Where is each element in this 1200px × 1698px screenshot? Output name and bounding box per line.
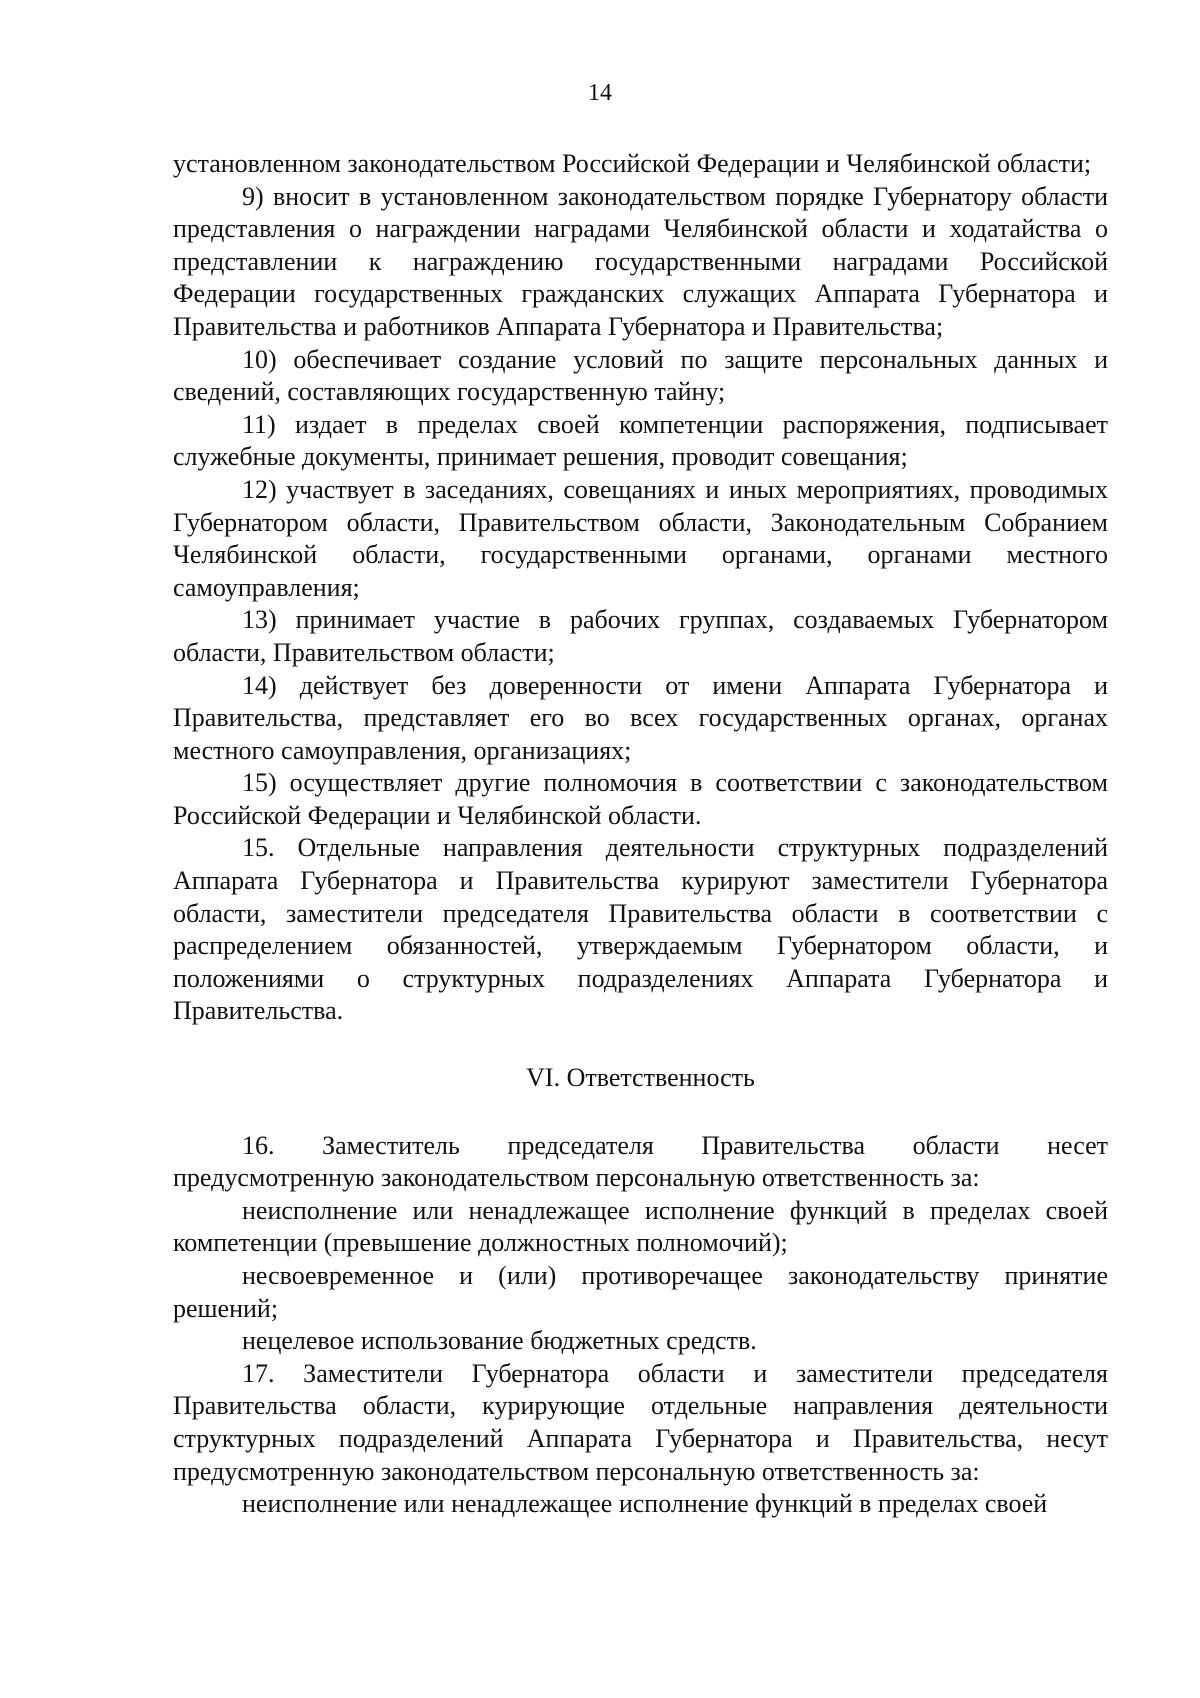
paragraph-item-14: 14) действует без доверенности от имени Аппарата Губернатора и Правительства, представляет его во всех государственных органах, органах местного самоуправления, организациях; bbox=[173, 670, 1108, 765]
paragraph-item-12: 12) участвует в заседаниях, совещаниях и иных мероприятиях, проводимых Губернатором области, Правительством области, Законодательным Собранием Челябинской области, государственными органами, органами местного самоуправления; bbox=[173, 474, 1108, 602]
paragraph-item-10: 10) обеспечивает создание условий по защите персональных данных и сведений, составляющих государственную тайну; bbox=[173, 344, 1108, 407]
paragraph-item-9: 9) вносит в установленном законодательством порядке Губернатору области представления о награждении наградами Челябинской области и ходатайства о представлении к награждению государственными наградами Российской Федерации государственных гражданских служащих Аппарата Губернатора и Правительства и работников Аппарата Губернатора и Правительства; bbox=[173, 181, 1108, 341]
page-number: 14 bbox=[588, 80, 612, 106]
paragraph-item-15: 15) осуществляет другие полномочия в соответствии с законодательством Российской Федерации и Челябинской области. bbox=[173, 768, 1108, 830]
paragraph-responsibility-2: несвоевременное и (или) противоречащее законодательству принятие решений; bbox=[173, 1261, 1108, 1323]
paragraph-responsibility-3: нецелевое использование бюджетных средств. bbox=[242, 1326, 757, 1356]
paragraph-responsibility-4: неисполнение или ненадлежащее исполнение функций в пределах своей bbox=[242, 1489, 1048, 1519]
paragraph-clause-15: 15. Отдельные направления деятельности структурных подразделений Аппарата Губернатора и Правительства курируют заместители Губернатора области, заместители председателя Правительства области в соответствии с распределением обязанностей, утверждаемым Губернатором области, и положениями о структурных подразделениях Аппарата Губернатора и Правительства. bbox=[173, 833, 1108, 1026]
paragraph-clause-17: 17. Заместители Губернатора области и заместители председателя Правительства области, курирующие отдельные направления деятельности структурных подразделений Аппарата Губернатора и Правительства, несут предусмотренную законодательством персональную ответственность за: bbox=[173, 1358, 1108, 1486]
paragraph: установленном законодательством Российской Федерации и Челябинской области; bbox=[173, 149, 1092, 178]
paragraph-clause-16: 16. Заместитель председателя Правительства области несет предусмотренную законодательством персональную ответственность за: bbox=[173, 1130, 1108, 1193]
section-title: VI. Ответственность bbox=[526, 1063, 755, 1093]
document-body bbox=[173, 148, 1108, 1521]
paragraph-item-11: 11) издает в пределах своей компетенции распоряжения, подписывает служебные документы, принимает решения, проводит совещания; bbox=[173, 409, 1108, 472]
paragraph-responsibility-1: неисполнение или ненадлежащее исполнение функций в пределах своей компетенции (превышение должностных полномочий); bbox=[173, 1195, 1108, 1258]
paragraph-item-13: 13) принимает участие в рабочих группах, создаваемых Губернатором области, Правительством области; bbox=[173, 605, 1108, 667]
